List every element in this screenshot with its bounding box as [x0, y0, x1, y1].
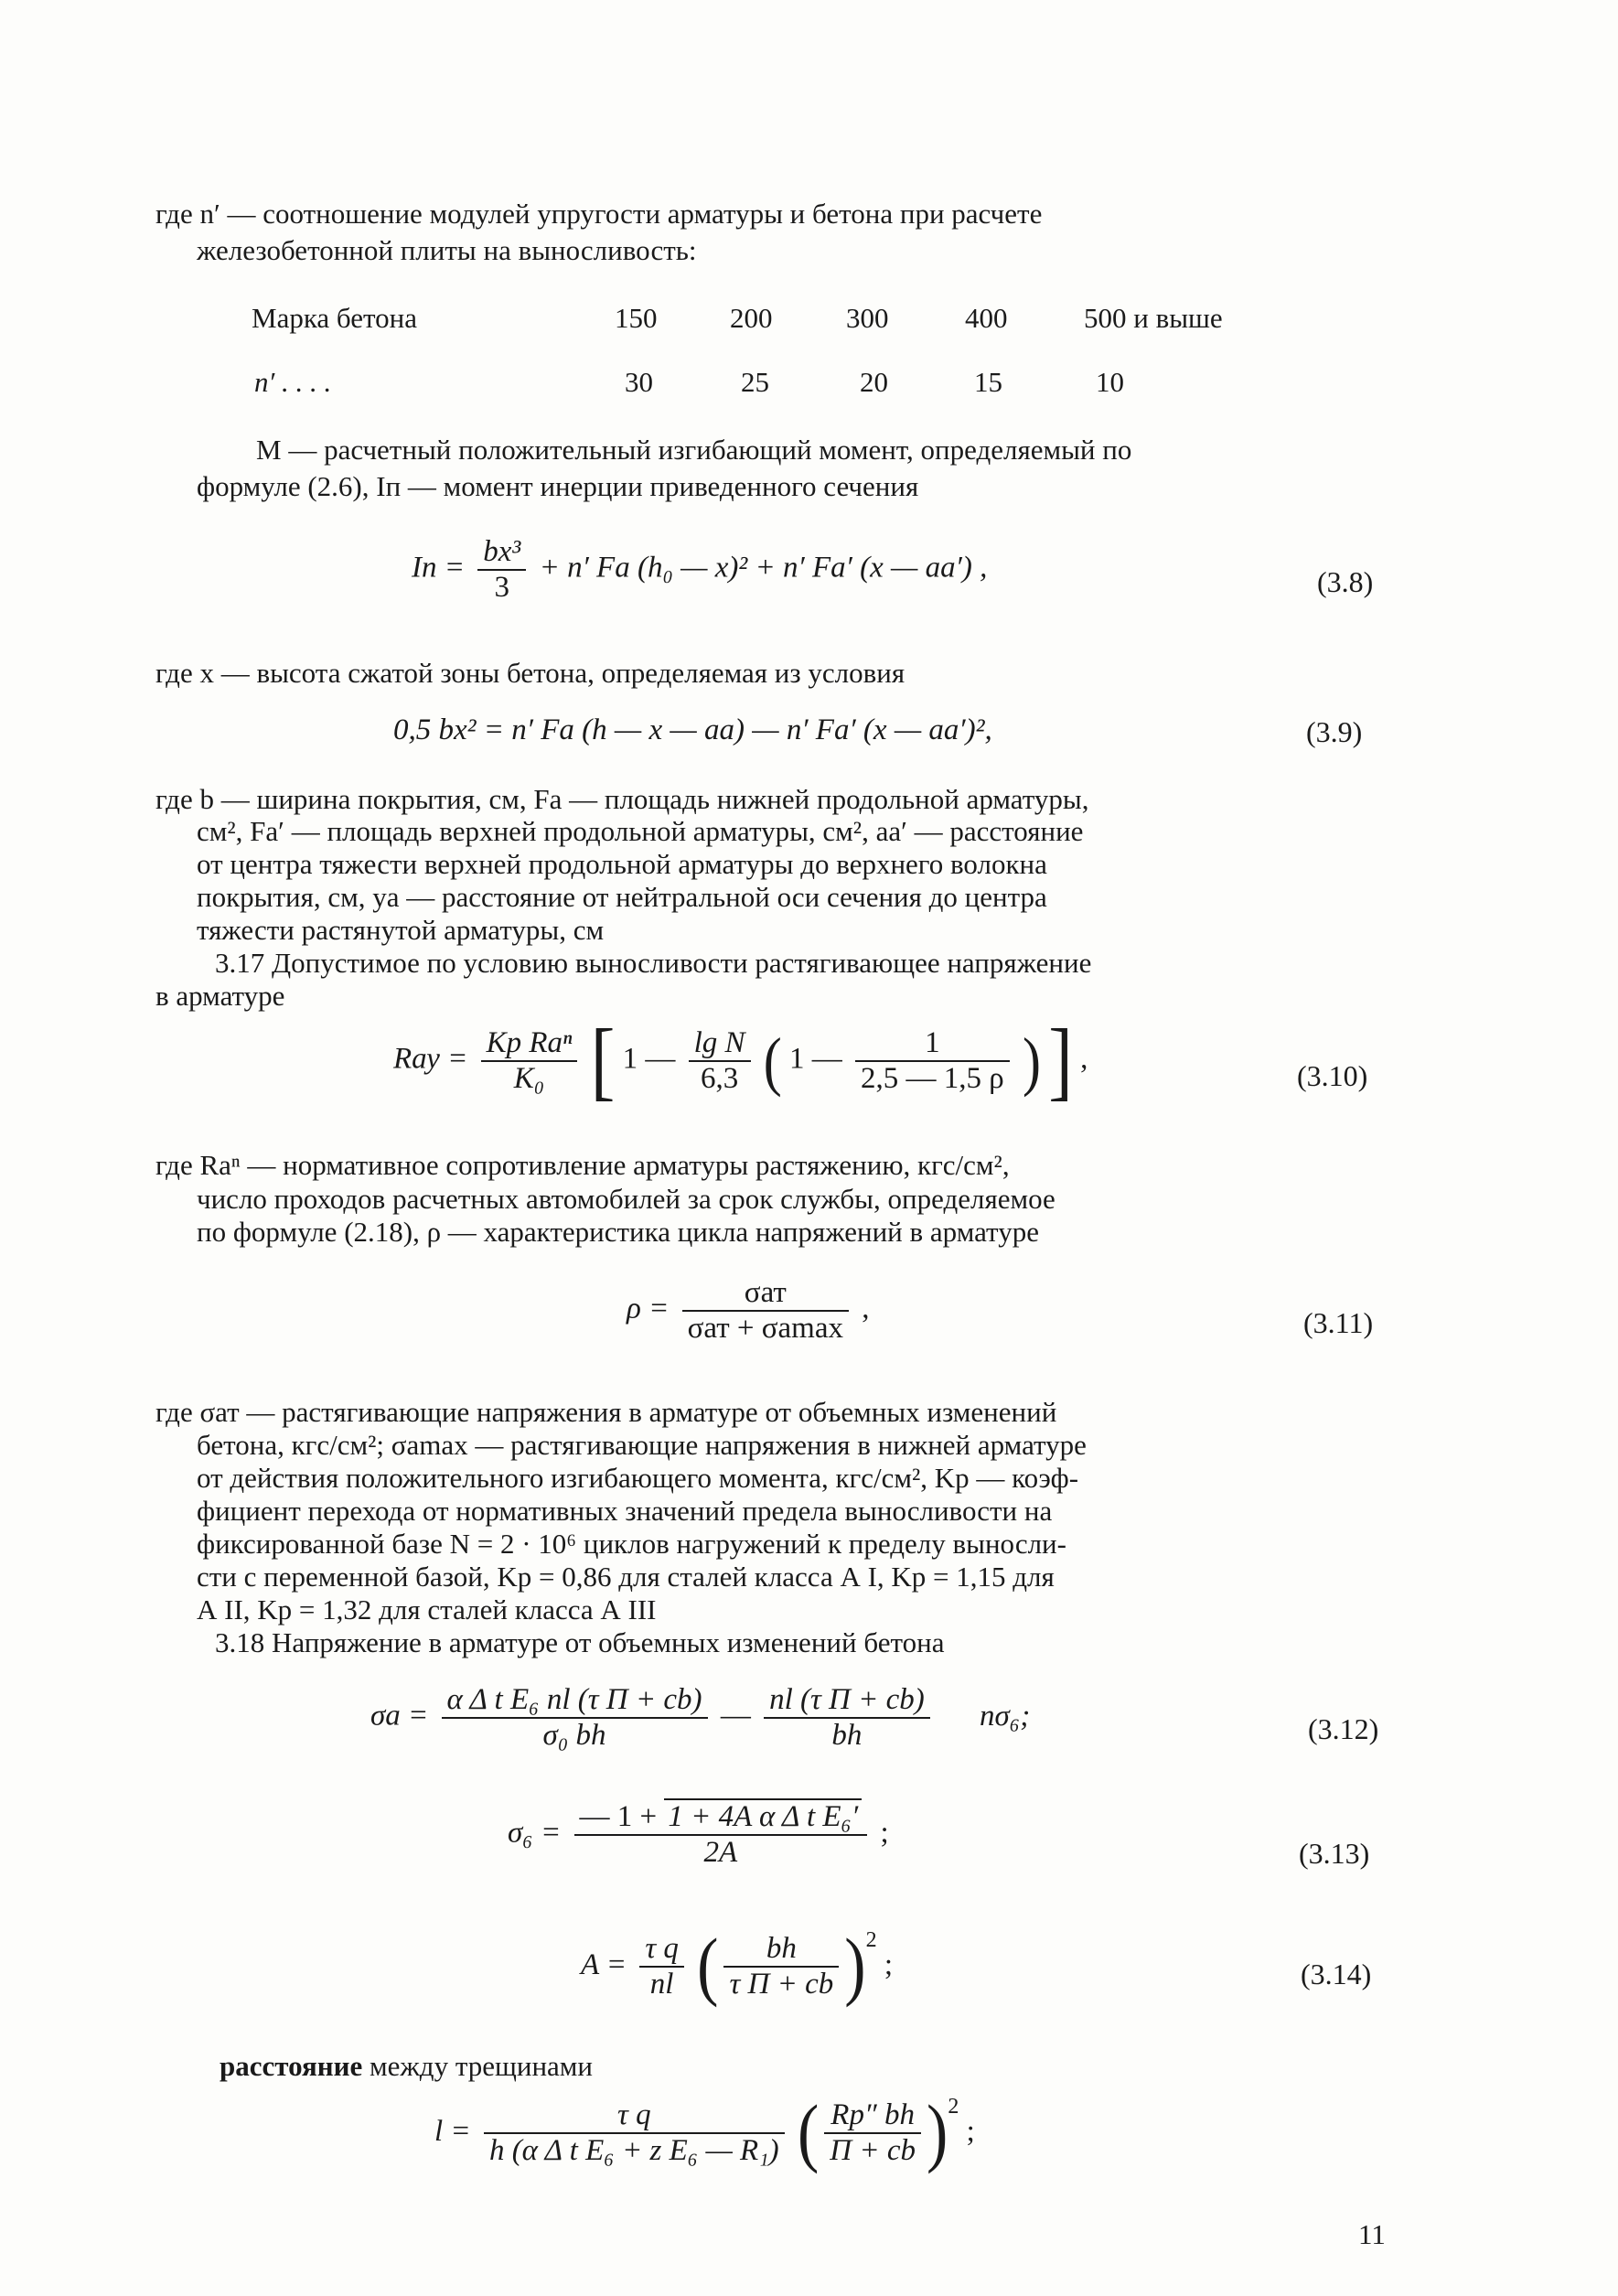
para-sigma-line-1: где σат — растягивающие напряжения в арматуре от объемных изменений: [155, 1396, 1057, 1428]
table-row1-v1: 150: [615, 302, 658, 334]
para-sigma-line-5: фиксированной базе N = 2 · 10⁶ циклов нагружений к пределу выносли-: [197, 1528, 1066, 1560]
eq310-comma: ,: [1080, 1042, 1088, 1076]
para-sigma-line-4: фициент перехода от нормативных значений предела выносливости на: [197, 1495, 1053, 1527]
para-b-line-2: см², Fа′ — площадь верхней продольной арматуры, см², aа′ — расстояние: [197, 815, 1084, 847]
para-sigma-line-2: бетона, кгс/см²; σаmax — растягивающие напряжения в нижней арматуре: [197, 1429, 1087, 1461]
eq313-num-a: — 1 +: [579, 1800, 658, 1833]
eq310-close-bracket: ]: [1048, 1013, 1073, 1110]
eq312-num1: α Δ t E₆ nl (τ П + cb): [442, 1683, 708, 1719]
eq310-fraction-3: [855, 1026, 1010, 1096]
eq314-den1: nl: [649, 1968, 674, 2001]
eq311-num: σат: [682, 1276, 849, 1312]
eq312-tail: nσ₆;: [980, 1699, 1031, 1733]
para-b-line-4: покрытия, см, yа — расстояние от нейтральной оси сечения до центра: [197, 881, 1047, 913]
eql-tail: ;: [966, 2115, 975, 2148]
eq310-open-bracket: [: [590, 1013, 616, 1110]
eq310-paren-open: (: [763, 1025, 782, 1098]
table-row1-v4: 400: [965, 302, 1008, 334]
table-row2-v4: 15: [974, 366, 1002, 398]
eql-paren-open: (: [797, 2090, 820, 2176]
eq310-num1: Kр Rаⁿ: [481, 1026, 578, 1062]
eq314-number: (3.14): [1301, 1958, 1372, 1990]
table-row1-v2: 200: [730, 302, 773, 334]
equation-l: [434, 2090, 975, 2176]
eq313-fraction: [574, 1800, 868, 1870]
eq313-tail: ;: [880, 1816, 889, 1850]
eql-paren-close: ): [927, 2090, 948, 2176]
intro-line-1: где n′ — соотношение модулей упругости арматуры и бетона при расчете: [155, 198, 1043, 230]
eq38-den: 3: [494, 571, 510, 604]
eq310-one2: 1 —: [789, 1042, 842, 1076]
eql-num2: Rр″ bh: [824, 2098, 921, 2134]
page-number: 11: [1358, 2218, 1386, 2250]
eq312-fraction-1: [442, 1683, 708, 1753]
para-distance-bold: расстояние: [220, 2050, 363, 2082]
para-317-line-1: 3.17 Допустимое по условию выносливости растягивающее напряжение: [215, 947, 1092, 979]
para-distance-rest: между трещинами: [362, 2050, 594, 2082]
eq310-fraction-1: [481, 1026, 578, 1096]
eq313-number: (3.13): [1299, 1837, 1370, 1870]
eq313-sqrt: 1 + 4A α Δ t E₆′: [664, 1798, 862, 1833]
eq312-den2: bh: [831, 1719, 863, 1752]
para-m-line-2: формуле (2.6), Iп — момент инерции приведенного сечения: [197, 470, 919, 502]
para-x: где x — высота сжатой зоны бетона, определяемая из условия: [155, 657, 905, 689]
equation-3-10: [393, 1013, 1088, 1110]
para-m-line-1: M — расчетный положительный изгибающий момент, определяемый по: [256, 434, 1132, 466]
eq314-fraction-2: [723, 1932, 839, 2001]
table-row1-v3: 300: [846, 302, 889, 334]
equation-3-12: [370, 1683, 1030, 1753]
eq311-tail: ,: [862, 1292, 870, 1325]
eq310-number: (3.10): [1297, 1059, 1368, 1092]
eq310-fraction-2: [689, 1026, 751, 1096]
table-row1-v5: 500 и выше: [1084, 302, 1223, 334]
eq313-den: 2A: [703, 1836, 738, 1869]
table-row1-label: Марка бетона: [252, 302, 418, 334]
eql-num1: τ q: [484, 2098, 785, 2134]
eq311-den: σат + σаmax: [687, 1312, 843, 1345]
eq310-num2: lg N: [689, 1026, 751, 1062]
table-row2-label: n′ . . . .: [254, 366, 332, 398]
table-row2-v5: 10: [1096, 366, 1124, 398]
eq310-paren-close: ): [1022, 1025, 1041, 1098]
eq311-lhs: ρ =: [627, 1292, 670, 1325]
eq314-num1: τ q: [639, 1932, 684, 1968]
eq310-num3: 1: [855, 1026, 1010, 1062]
eq314-paren-close: ): [844, 1924, 866, 2010]
eq313-numerator: [574, 1800, 868, 1836]
para-b-line-5: тяжести растянутой арматуры, см: [197, 914, 605, 946]
eq312-lhs: σа =: [370, 1699, 429, 1733]
intro-line-2: железобетонной плиты на выносливость:: [197, 234, 697, 266]
para-r-line-3: по формуле (2.18), ρ — характеристика цикла напряжений в арматуре: [197, 1216, 1039, 1248]
eq310-one: 1 —: [622, 1042, 676, 1076]
equation-3-13: [508, 1800, 889, 1870]
equation-3-14: [581, 1924, 894, 2010]
para-r-line-1: где Rаⁿ — нормативное сопротивление арматуры растяжению, кгс/см²,: [155, 1149, 1010, 1181]
eq314-den2: τ П + cb: [729, 1968, 834, 2001]
eq311-number: (3.11): [1303, 1306, 1374, 1339]
para-distance: [220, 2052, 593, 2080]
table-row2-v3: 20: [860, 366, 888, 398]
eq312-den1: σ₀ bh: [542, 1719, 606, 1752]
para-317-line-2: в арматуре: [155, 980, 285, 1012]
eq39-number: (3.9): [1306, 715, 1363, 748]
eq38-rhs: + n′ Fа (h₀ — x)² + n′ Fа′ (x — aа′) ,: [539, 551, 988, 585]
eq312-number: (3.12): [1308, 1712, 1379, 1745]
para-sigma-line-7: А II, Kр = 1,32 для сталей класса А III: [197, 1593, 657, 1625]
eql-den2: П + cb: [830, 2134, 916, 2168]
eql-den1: h (α Δ t E₆ + z E₆ — R₁): [488, 2134, 779, 2168]
para-sigma-line-6: сти с переменной базой, Kр = 0,86 для сталей класса А I, Kр = 1,15 для: [197, 1561, 1055, 1593]
table-row2-v1: 30: [625, 366, 653, 398]
para-318: 3.18 Напряжение в арматуре от объемных изменений бетона: [215, 1626, 945, 1658]
eq314-power: 2: [865, 1928, 877, 1952]
eq311-fraction: [682, 1276, 849, 1346]
eq314-tail: ;: [884, 1948, 894, 1981]
eq314-num2: bh: [723, 1932, 839, 1968]
eql-fraction-2: [824, 2098, 921, 2168]
eql-power: 2: [948, 2095, 959, 2119]
equation-3-11: [627, 1276, 869, 1346]
para-b-line-3: от центра тяжести верхней продольной арматуры до верхнего волокна: [197, 848, 1047, 880]
eq310-den1: K₀: [513, 1062, 545, 1095]
eq310-lhs: Rау =: [393, 1042, 468, 1076]
eq312-minus: —: [720, 1699, 751, 1733]
para-b-line-1: где b — ширина покрытия, см, Fа — площадь нижней продольной арматуры,: [155, 783, 1089, 815]
table-row2-v2: 25: [741, 366, 769, 398]
equation-3-8: [412, 535, 987, 605]
eql-fraction-1: [484, 2098, 785, 2168]
eq313-lhs: σ₆ =: [508, 1816, 562, 1850]
eq38-fraction: [477, 535, 526, 605]
eq314-paren-open: (: [697, 1924, 719, 2010]
eql-lhs: l =: [434, 2115, 471, 2148]
eq312-fraction-2: [764, 1683, 930, 1753]
eq38-lhs: Iп =: [412, 551, 466, 585]
eq38-number: (3.8): [1317, 565, 1374, 598]
eq310-den2: 6,3: [700, 1062, 739, 1095]
eq314-fraction-1: [639, 1932, 684, 2001]
equation-3-9: 0,5 bx² = n′ Fа (h — x — aа) — n′ Fа′ (x — aа′)²,: [393, 713, 992, 746]
eq312-num2: nl (τ П + cb): [764, 1683, 930, 1719]
eq314-lhs: A =: [581, 1948, 627, 1981]
para-sigma-line-3: от действия положительного изгибающего момента, кгс/см², Kр — коэф-: [197, 1462, 1079, 1494]
eq310-den3: 2,5 — 1,5 ρ: [861, 1062, 1004, 1095]
para-r-line-2: число проходов расчетных автомобилей за срок службы, определяемое: [197, 1183, 1055, 1215]
eq38-num: bx³: [477, 535, 526, 571]
